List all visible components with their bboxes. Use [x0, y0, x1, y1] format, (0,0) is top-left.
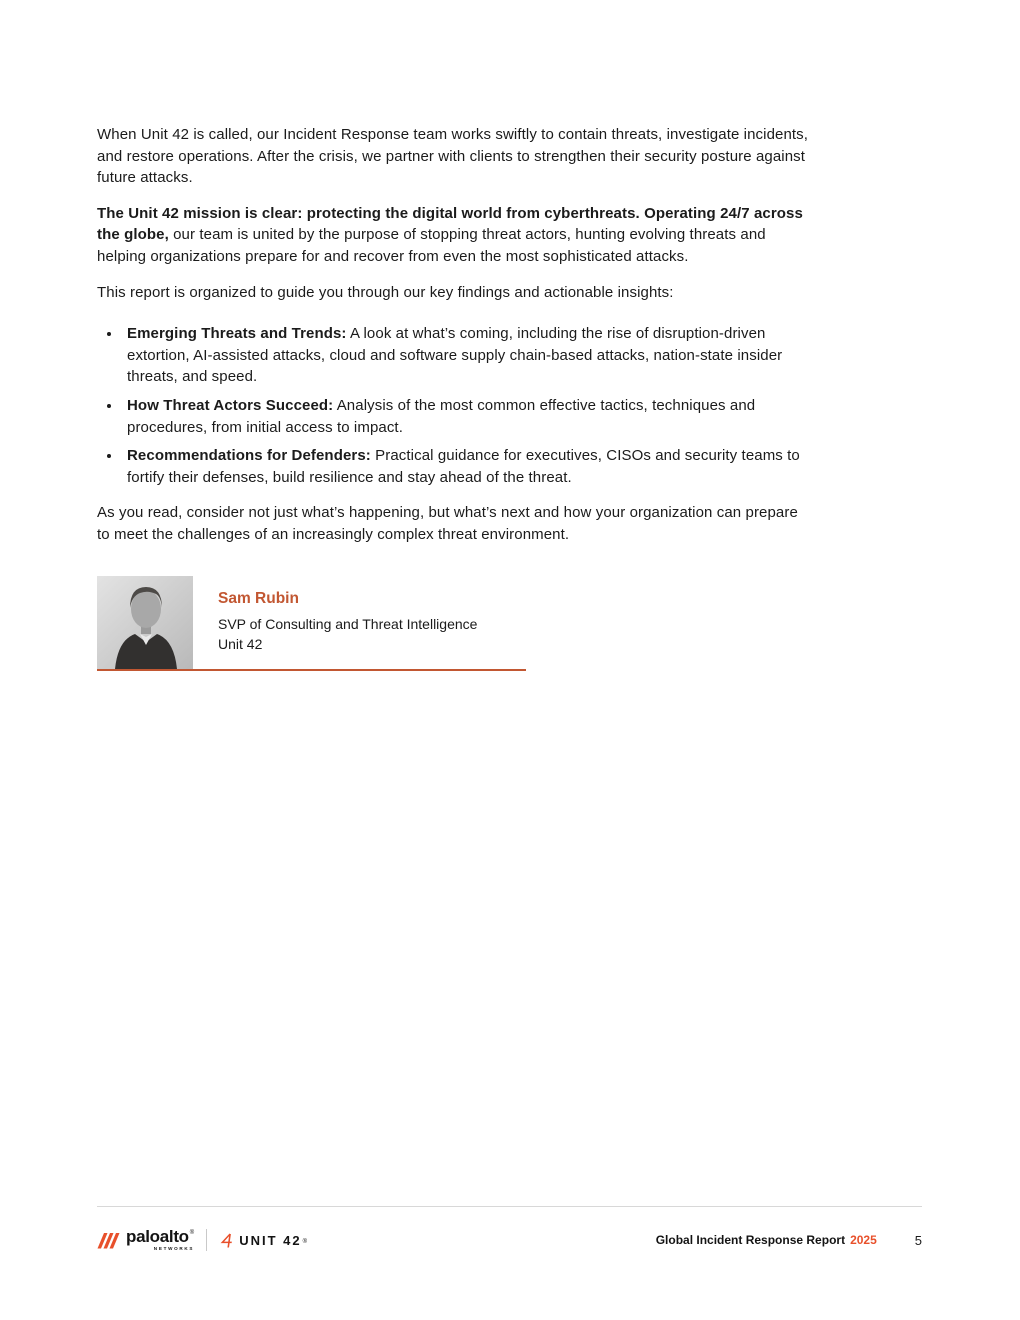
- page-content: [97, 124, 809, 671]
- footer-report-year: 2025: [850, 1233, 877, 1247]
- paloalto-networks-logo: [97, 1228, 194, 1252]
- paloalto-wordmark-block: [126, 1228, 194, 1252]
- mission-text: our team is united by the purpose of stopping threat actors, hunting evolving threats and helping organizations prepare for and recover from even the most sophisticated attacks.: [97, 226, 766, 265]
- signature-block: [97, 576, 526, 671]
- footer-logos: [97, 1228, 307, 1252]
- page-footer: [97, 1226, 922, 1254]
- logo-divider: [206, 1229, 207, 1251]
- headshot-illustration: [97, 576, 193, 669]
- bullet-text: A look at what’s coming, including the rise of disruption-driven extortion, AI-assisted attacks, cloud and software supply chain-based attacks, nation-state insider threats, and speed.: [127, 325, 783, 386]
- bullet-lead: Recommendations for Defenders:: [127, 447, 371, 465]
- bullet-lead: Emerging Threats and Trends:: [127, 325, 347, 343]
- registered-mark: ®: [189, 1230, 195, 1237]
- report-structure-paragraph: This report is organized to guide you through our key findings and actionable insights:: [97, 283, 674, 301]
- bullet-text: Analysis of the most common effective tactics, techniques and procedures, from initial access to impact.: [127, 396, 756, 436]
- closing-paragraph: As you read, consider not just what’s happening, but what’s next and how your organization can prepare to meet the challenges of an increasingly complex threat environment.: [97, 504, 798, 543]
- bullet-lead: How Threat Actors Succeed:: [127, 396, 334, 414]
- list-item-emerging-threats: [97, 323, 809, 388]
- paloalto-logo-mark-icon: [97, 1232, 120, 1249]
- list-item-recommendations: [97, 445, 809, 488]
- headshot-photo: [97, 576, 193, 669]
- mission-bold-lead: The Unit 42 mission is clear: protecting the digital world from cyberthreats. Operating 24/7 across the globe,: [97, 204, 803, 244]
- list-item-threat-actors: [97, 395, 809, 438]
- mission-paragraph: [97, 203, 809, 268]
- networks-label: NETWORKS: [153, 1246, 195, 1252]
- unit42-logo: [219, 1233, 307, 1248]
- footer-report-title: Global Incident Response Report: [655, 1233, 846, 1247]
- footer-divider: [97, 1206, 922, 1207]
- paloalto-wordmark-row: [126, 1228, 194, 1245]
- bullet-text: Practical guidance for executives, CISOs and security teams to fortify their defenses, build resilience and stay ahead of the threat.: [127, 447, 800, 486]
- registered-mark: ®: [302, 1239, 308, 1245]
- key-findings-list: [97, 323, 809, 488]
- intro-paragraph: When Unit 42 is called, our Incident Response team works swiftly to contain threats, investigate incidents, and restore operations. After the crisis, we partner with clients to strengthen their security posture against future attacks.: [97, 126, 809, 187]
- unit42-wordmark: UNIT 42: [239, 1232, 302, 1248]
- signature-org: Unit 42: [218, 635, 263, 652]
- signature-row: [97, 576, 526, 669]
- signature-name: Sam Rubin: [218, 589, 299, 607]
- page-number: 5: [914, 1232, 922, 1248]
- footer-meta: [656, 1233, 922, 1248]
- signature-title: SVP of Consulting and Threat Intelligence: [218, 615, 478, 632]
- signature-text: [218, 576, 477, 669]
- unit42-logo-mark-icon: [219, 1233, 234, 1248]
- paloalto-wordmark: paloalto: [126, 1227, 189, 1247]
